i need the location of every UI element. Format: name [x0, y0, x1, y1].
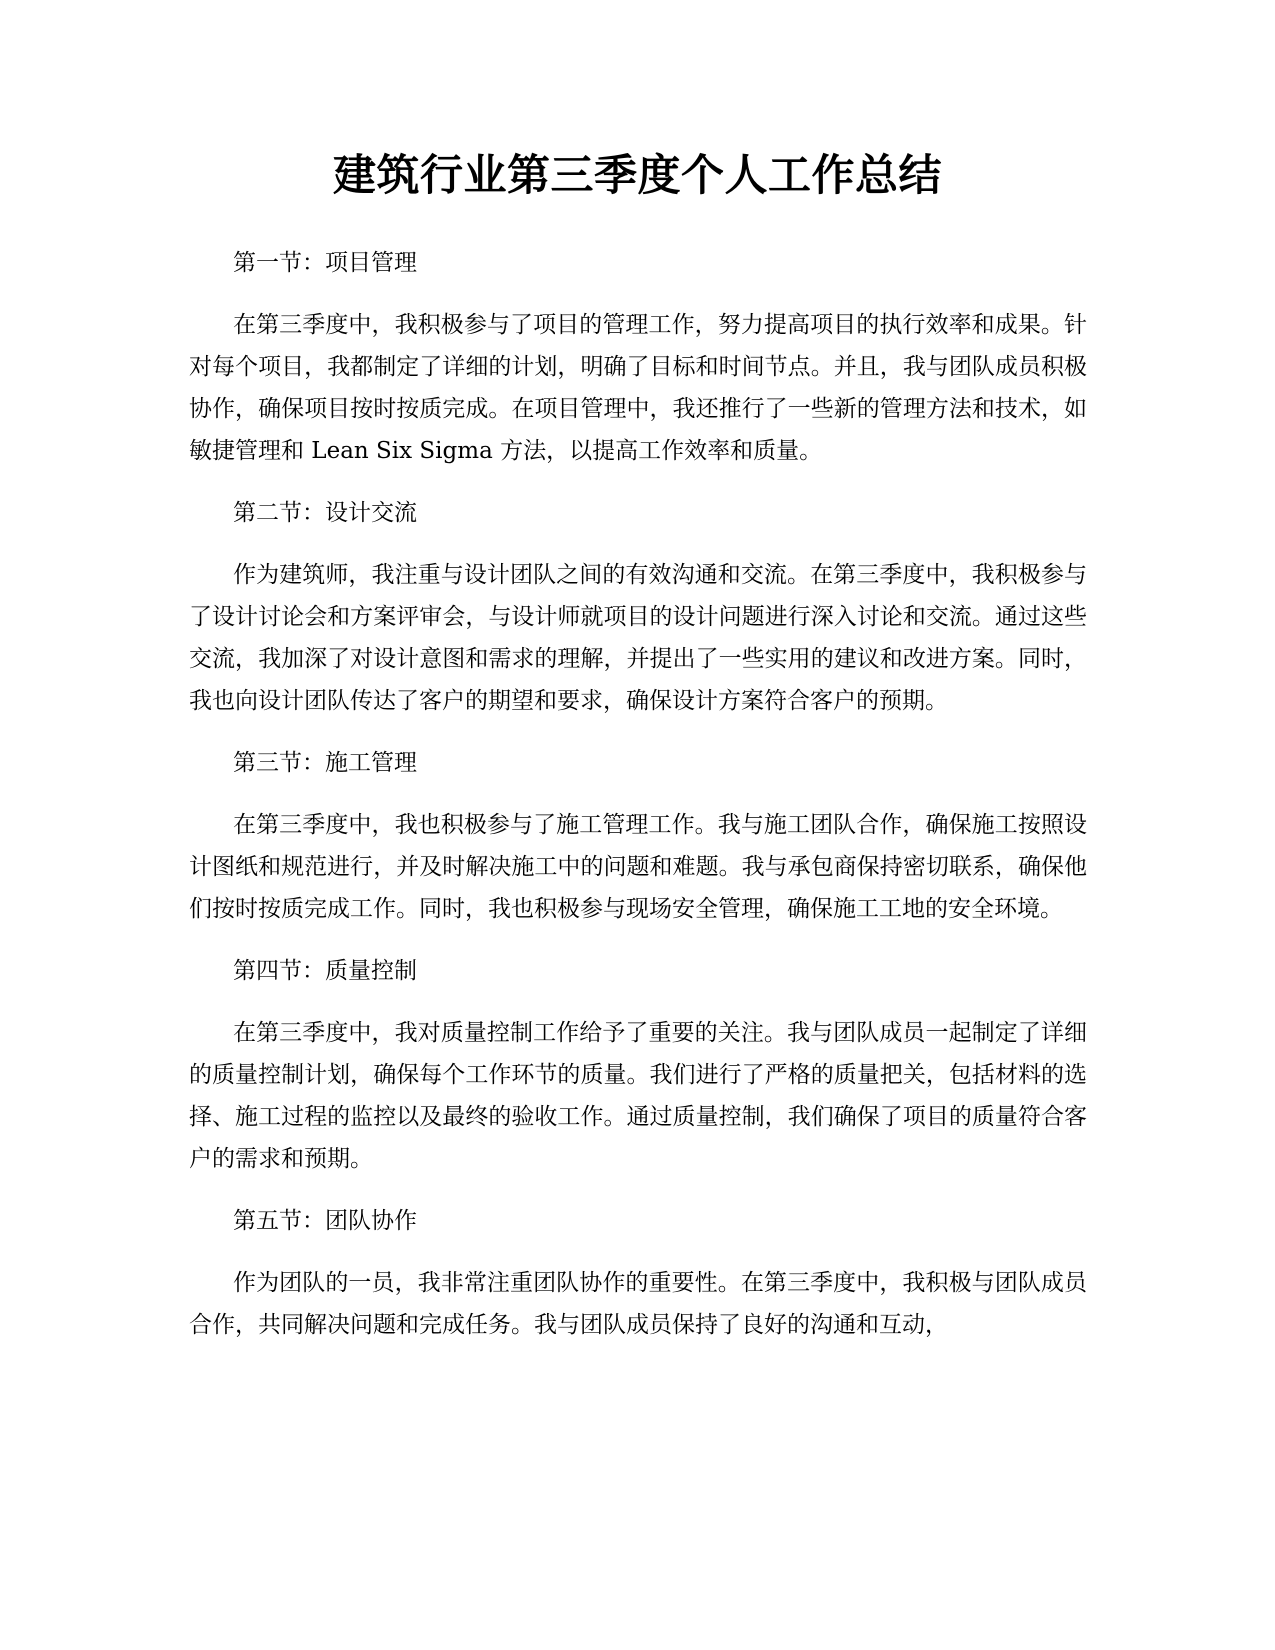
section-heading: 第四节：质量控制	[233, 958, 417, 984]
section-paragraph: 作为建筑师，我注重与设计团队之间的有效沟通和交流。在第三季度中，我积极参与了设计讨论会和方案评审会，与设计师就项目的设计问题进行深入讨论和交流。通过这些交流，我加深了对设计意图和需求的理解，并提出了一些实用的建议和改进方案。同时，我也向设计团队传达了客户的期望和要求，确保设计方案符合客户的预期。	[189, 562, 1087, 714]
document-body	[189, 242, 1087, 1366]
section-heading: 第二节：设计交流	[233, 500, 417, 526]
section-heading: 第一节：项目管理	[233, 250, 417, 276]
section-paragraph: 作为团队的一员，我非常注重团队协作的重要性。在第三季度中，我积极与团队成员合作，共同解决问题和完成任务。我与团队成员保持了良好的沟通和互动，	[189, 1270, 1087, 1338]
section-paragraph: 在第三季度中，我对质量控制工作给予了重要的关注。我与团队成员一起制定了详细的质量控制计划，确保每个工作环节的质量。我们进行了严格的质量把关，包括材料的选择、施工过程的监控以及最终的验收工作。通过质量控制，我们确保了项目的质量符合客户的需求和预期。	[189, 1020, 1087, 1172]
section-heading: 第五节：团队协作	[233, 1208, 417, 1234]
document-title: 建筑行业第三季度个人工作总结	[333, 151, 942, 201]
section-heading: 第三节：施工管理	[233, 750, 417, 776]
section-paragraph: 在第三季度中，我也积极参与了施工管理工作。我与施工团队合作，确保施工按照设计图纸和规范进行，并及时解决施工中的问题和难题。我与承包商保持密切联系，确保他们按时按质完成工作。同时，我也积极参与现场安全管理，确保施工工地的安全环境。	[189, 812, 1087, 922]
section-paragraph: 在第三季度中，我积极参与了项目的管理工作，努力提高项目的执行效率和成果。针对每个项目，我都制定了详细的计划，明确了目标和时间节点。并且，我与团队成员积极协作，确保项目按时按质完成。在项目管理中，我还推行了一些新的管理方法和技术，如敏捷管理和 Lean Six Sigma 方法，以提高工作效率和质量。	[189, 312, 1087, 464]
